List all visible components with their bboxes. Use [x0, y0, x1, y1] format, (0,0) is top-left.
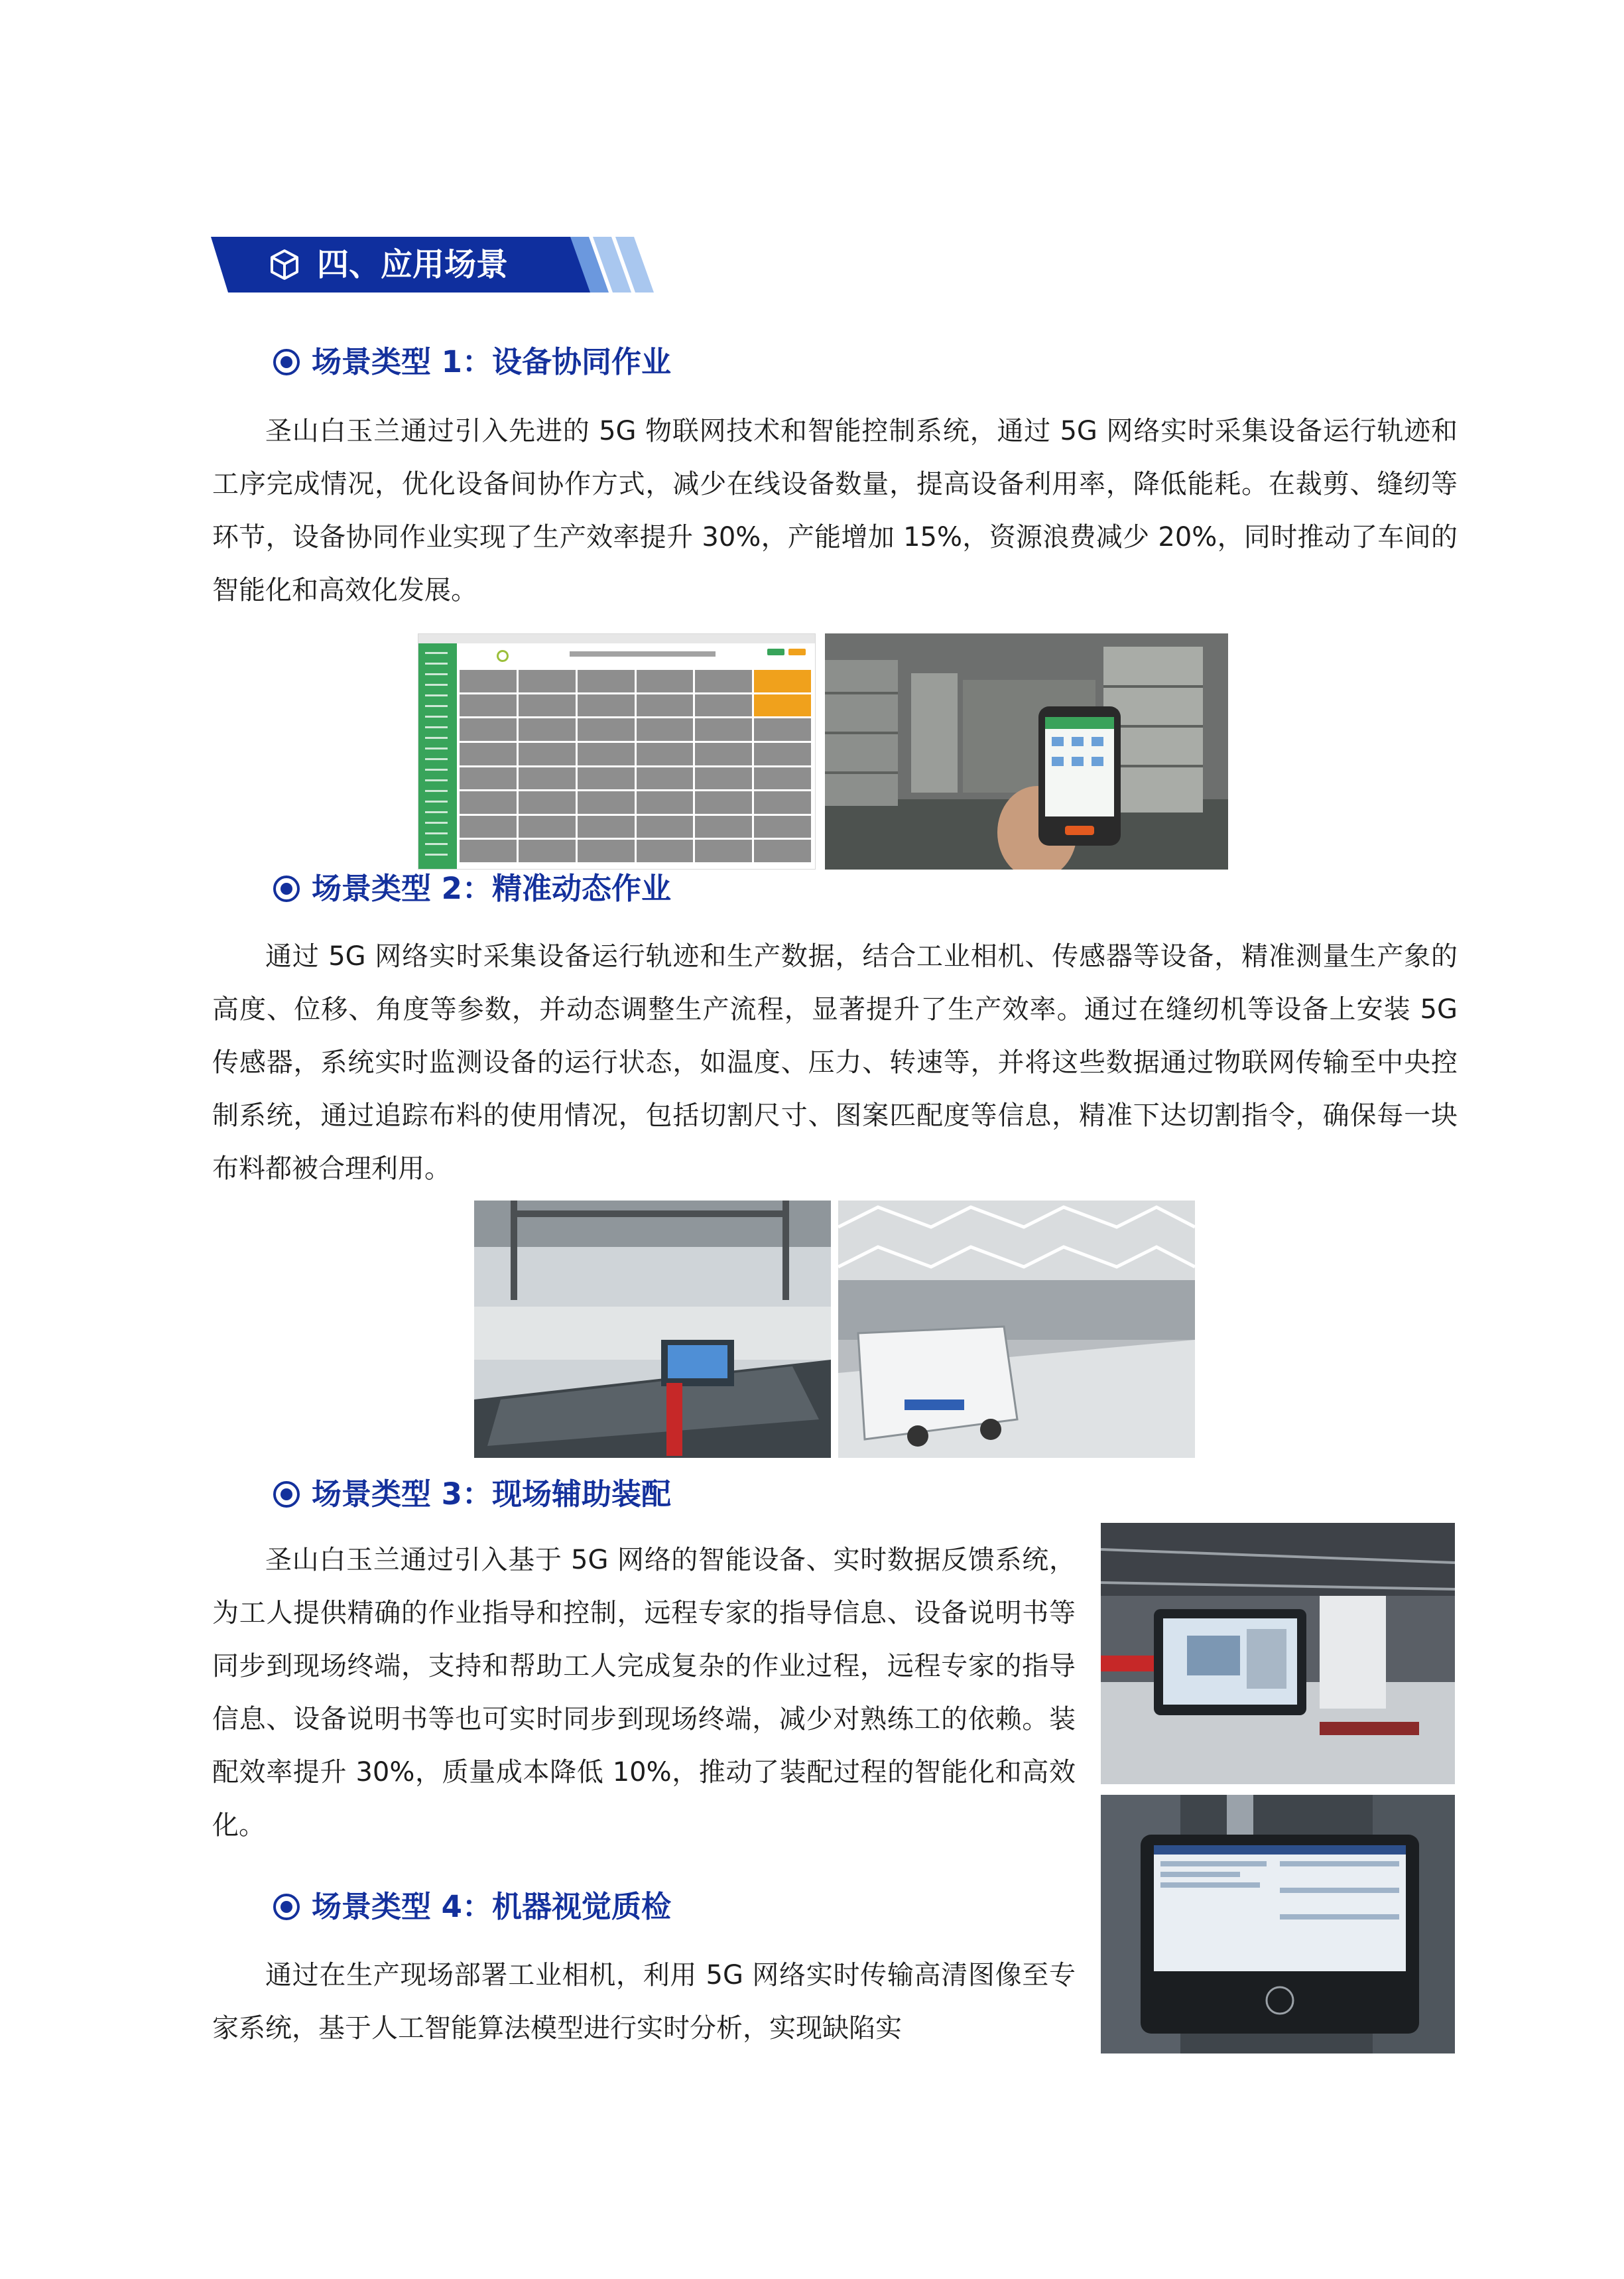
warehouse-handheld-photo [825, 633, 1228, 870]
scenario-2-heading [272, 870, 671, 907]
target-icon [272, 348, 301, 377]
scenario-4-paragraph: 通过在生产现场部署工业相机，利用 5G 网络实时传输高清图像至专家系统，基于人工智能算法模型进行实时分析，实现缺陷实 [212, 1960, 1076, 2044]
cutting-table-photo [474, 1201, 831, 1458]
section-banner [211, 237, 662, 293]
scenario-3-heading-text: 场景类型 3：现场辅助装配 [312, 1476, 671, 1512]
scenario-2-paragraph: 通过 5G 网络实时采集设备运行轨迹和生产数据，结合工业相机、传感器等设备，精准测量生产象的高度、位移、角度等参数，并动态调整生产流程，显著提升了生产效率。通过在缝纫机等设备上安装 5G 传感器，系统实时监测设备的运行状态，如温度、压力、转速等，并将这些数据通过物联网传输至中央控制系统，通过追踪布料的使用情况，包括切割尺寸、图案匹配度等信息，精准下达切割指令，确保每一块布料都被合理利用。 [212, 941, 1458, 1184]
scenario-2-heading-text: 场景类型 2：精准动态作业 [312, 871, 671, 906]
vision-terminal-photo [1101, 1795, 1455, 2053]
target-icon [272, 874, 301, 903]
section-title: 四、应用场景 [317, 246, 509, 283]
scenario-4-heading-text: 场景类型 4：机器视觉质检 [312, 1889, 671, 1924]
scenario-1-heading-text: 场景类型 1：设备协同作业 [312, 344, 671, 379]
cube-icon [268, 248, 301, 281]
scenario-3-paragraph: 圣山白玉兰通过引入基于 5G 网络的智能设备、实时数据反馈系统，为工人提供精确的作业指导和控制，远程专家的指导信息、设备说明书等同步到现场终端，支持和帮助工人完成复杂的作业过程，远程专家的指导信息、设备说明书等也可实时同步到现场终端，减少对熟练工的依赖。装配效率提升 30%，质量成本降低 10%，推动了装配过程的智能化和高效化。 [212, 1545, 1076, 1841]
target-icon [272, 1892, 301, 1921]
dashboard-screenshot [418, 633, 816, 870]
scenario-1-paragraph: 圣山白玉兰通过引入先进的 5G 物联网技术和智能控制系统，通过 5G 网络实时采集设备运行轨迹和工序完成情况，优化设备间协作方式，减少在线设备数量，提高设备利用率，降低能耗。在裁剪、缝纫等环节，设备协同作业实现了生产效率提升 30%，产能增加 15%，资源浪费减少 20%，同时推动了车间的智能化和高效化发展。 [212, 416, 1458, 606]
cutting-machine-photo [838, 1201, 1195, 1458]
assembly-terminal-photo [1101, 1523, 1455, 1784]
scenario-4-heading [272, 1888, 671, 1925]
scenario-3-heading [272, 1476, 671, 1513]
scenario-1-heading [272, 344, 671, 381]
target-icon [272, 1480, 301, 1509]
